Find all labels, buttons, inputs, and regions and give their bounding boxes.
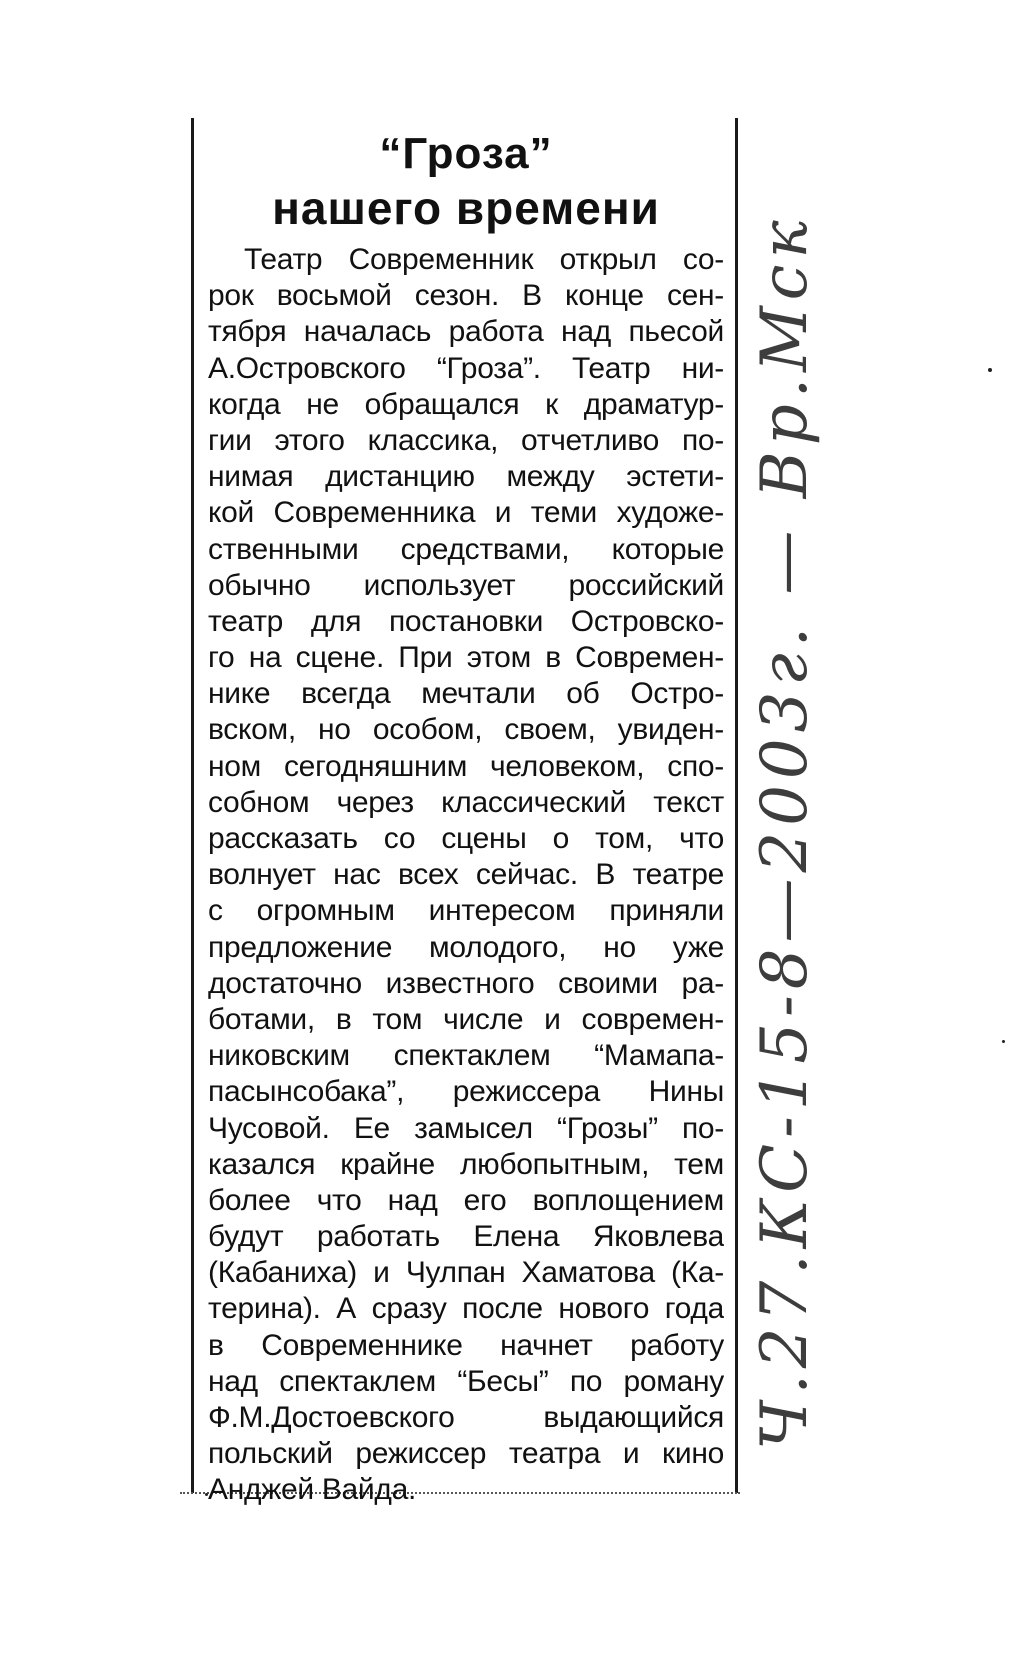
article-line: театр для постановки Островско-	[208, 604, 724, 638]
article-line: собном через классический текст	[208, 785, 724, 819]
article-line: рассказать со сцены о том, что	[208, 822, 724, 855]
article-title-line-1: “Гроза”	[379, 129, 553, 178]
article-line: обычно использует российский	[208, 568, 724, 602]
article-line: терина). А сразу после нового года	[208, 1292, 724, 1326]
article-line: вском, но особом, своем, увиден-	[208, 713, 724, 747]
scan-speck	[1002, 1040, 1005, 1043]
article-line: го на сцене. При этом в Современ-	[208, 641, 724, 675]
left-column-rule	[191, 118, 194, 1493]
article-line: когда не обращался к драматур-	[208, 387, 724, 421]
article-line: Театр Современник открыл со-	[244, 243, 724, 276]
article	[208, 128, 724, 1509]
article-title-line-2: нашего времени	[272, 182, 660, 234]
article-line: предложение молодого, но уже	[208, 930, 724, 964]
article-line: никовским спектаклем “Мамапа-	[208, 1039, 724, 1073]
article-line: ственными средствами, которые	[208, 532, 724, 566]
article-line: пасынсобака”, режиссера Нины	[208, 1075, 724, 1109]
article-line: Чусовой. Ее замысел “Грозы” по-	[208, 1111, 724, 1145]
article-line: более что над его воплощением	[208, 1183, 724, 1217]
article-line: Анджей Вайда.	[208, 1473, 417, 1507]
handwritten-source-note: Ч.27.КС-15-8—2003г. — Вр.Мск	[748, 214, 822, 1450]
article-line: над спектаклем “Бесы” по роману	[208, 1364, 724, 1398]
article-line: кой Современника и теми художе-	[208, 496, 724, 530]
article-line: рок восьмой сезон. В конце сен-	[208, 279, 724, 313]
article-line: А.Островского “Гроза”. Театр ни-	[208, 351, 724, 385]
article-line: будут работать Елена Яковлева	[208, 1220, 724, 1254]
article-body	[208, 242, 724, 1509]
article-line: нике всегда мечтали об Остро-	[208, 677, 724, 711]
article-line: (Кабаниха) и Чулпан Хаматова (Ка-	[208, 1256, 724, 1290]
article-line: с огромным интересом приняли	[208, 894, 724, 928]
article-line: ном сегодняшним человеком, спо-	[208, 749, 724, 783]
article-line: в Современнике начнет работу	[208, 1328, 724, 1362]
article-line: ботами, в том числе и современ-	[208, 1002, 724, 1036]
article-line: волнует нас всех сейчас. В театре	[208, 858, 724, 892]
scan-speck	[988, 368, 992, 372]
article-line: гии этого классика, отчетливо по-	[208, 423, 724, 457]
article-line: нимая дистанцию между эстети-	[208, 460, 724, 494]
article-line: тября началась работа над пьесой	[208, 315, 724, 349]
article-line: казался крайне любопытным, тем	[208, 1147, 724, 1181]
article-line: Ф.М.Достоевского выдающийся	[208, 1401, 724, 1434]
article-line: достаточно известного своими ра-	[208, 966, 724, 1000]
right-column-rule	[735, 118, 738, 1493]
article-line: польский режиссер театра и кино	[208, 1437, 724, 1471]
